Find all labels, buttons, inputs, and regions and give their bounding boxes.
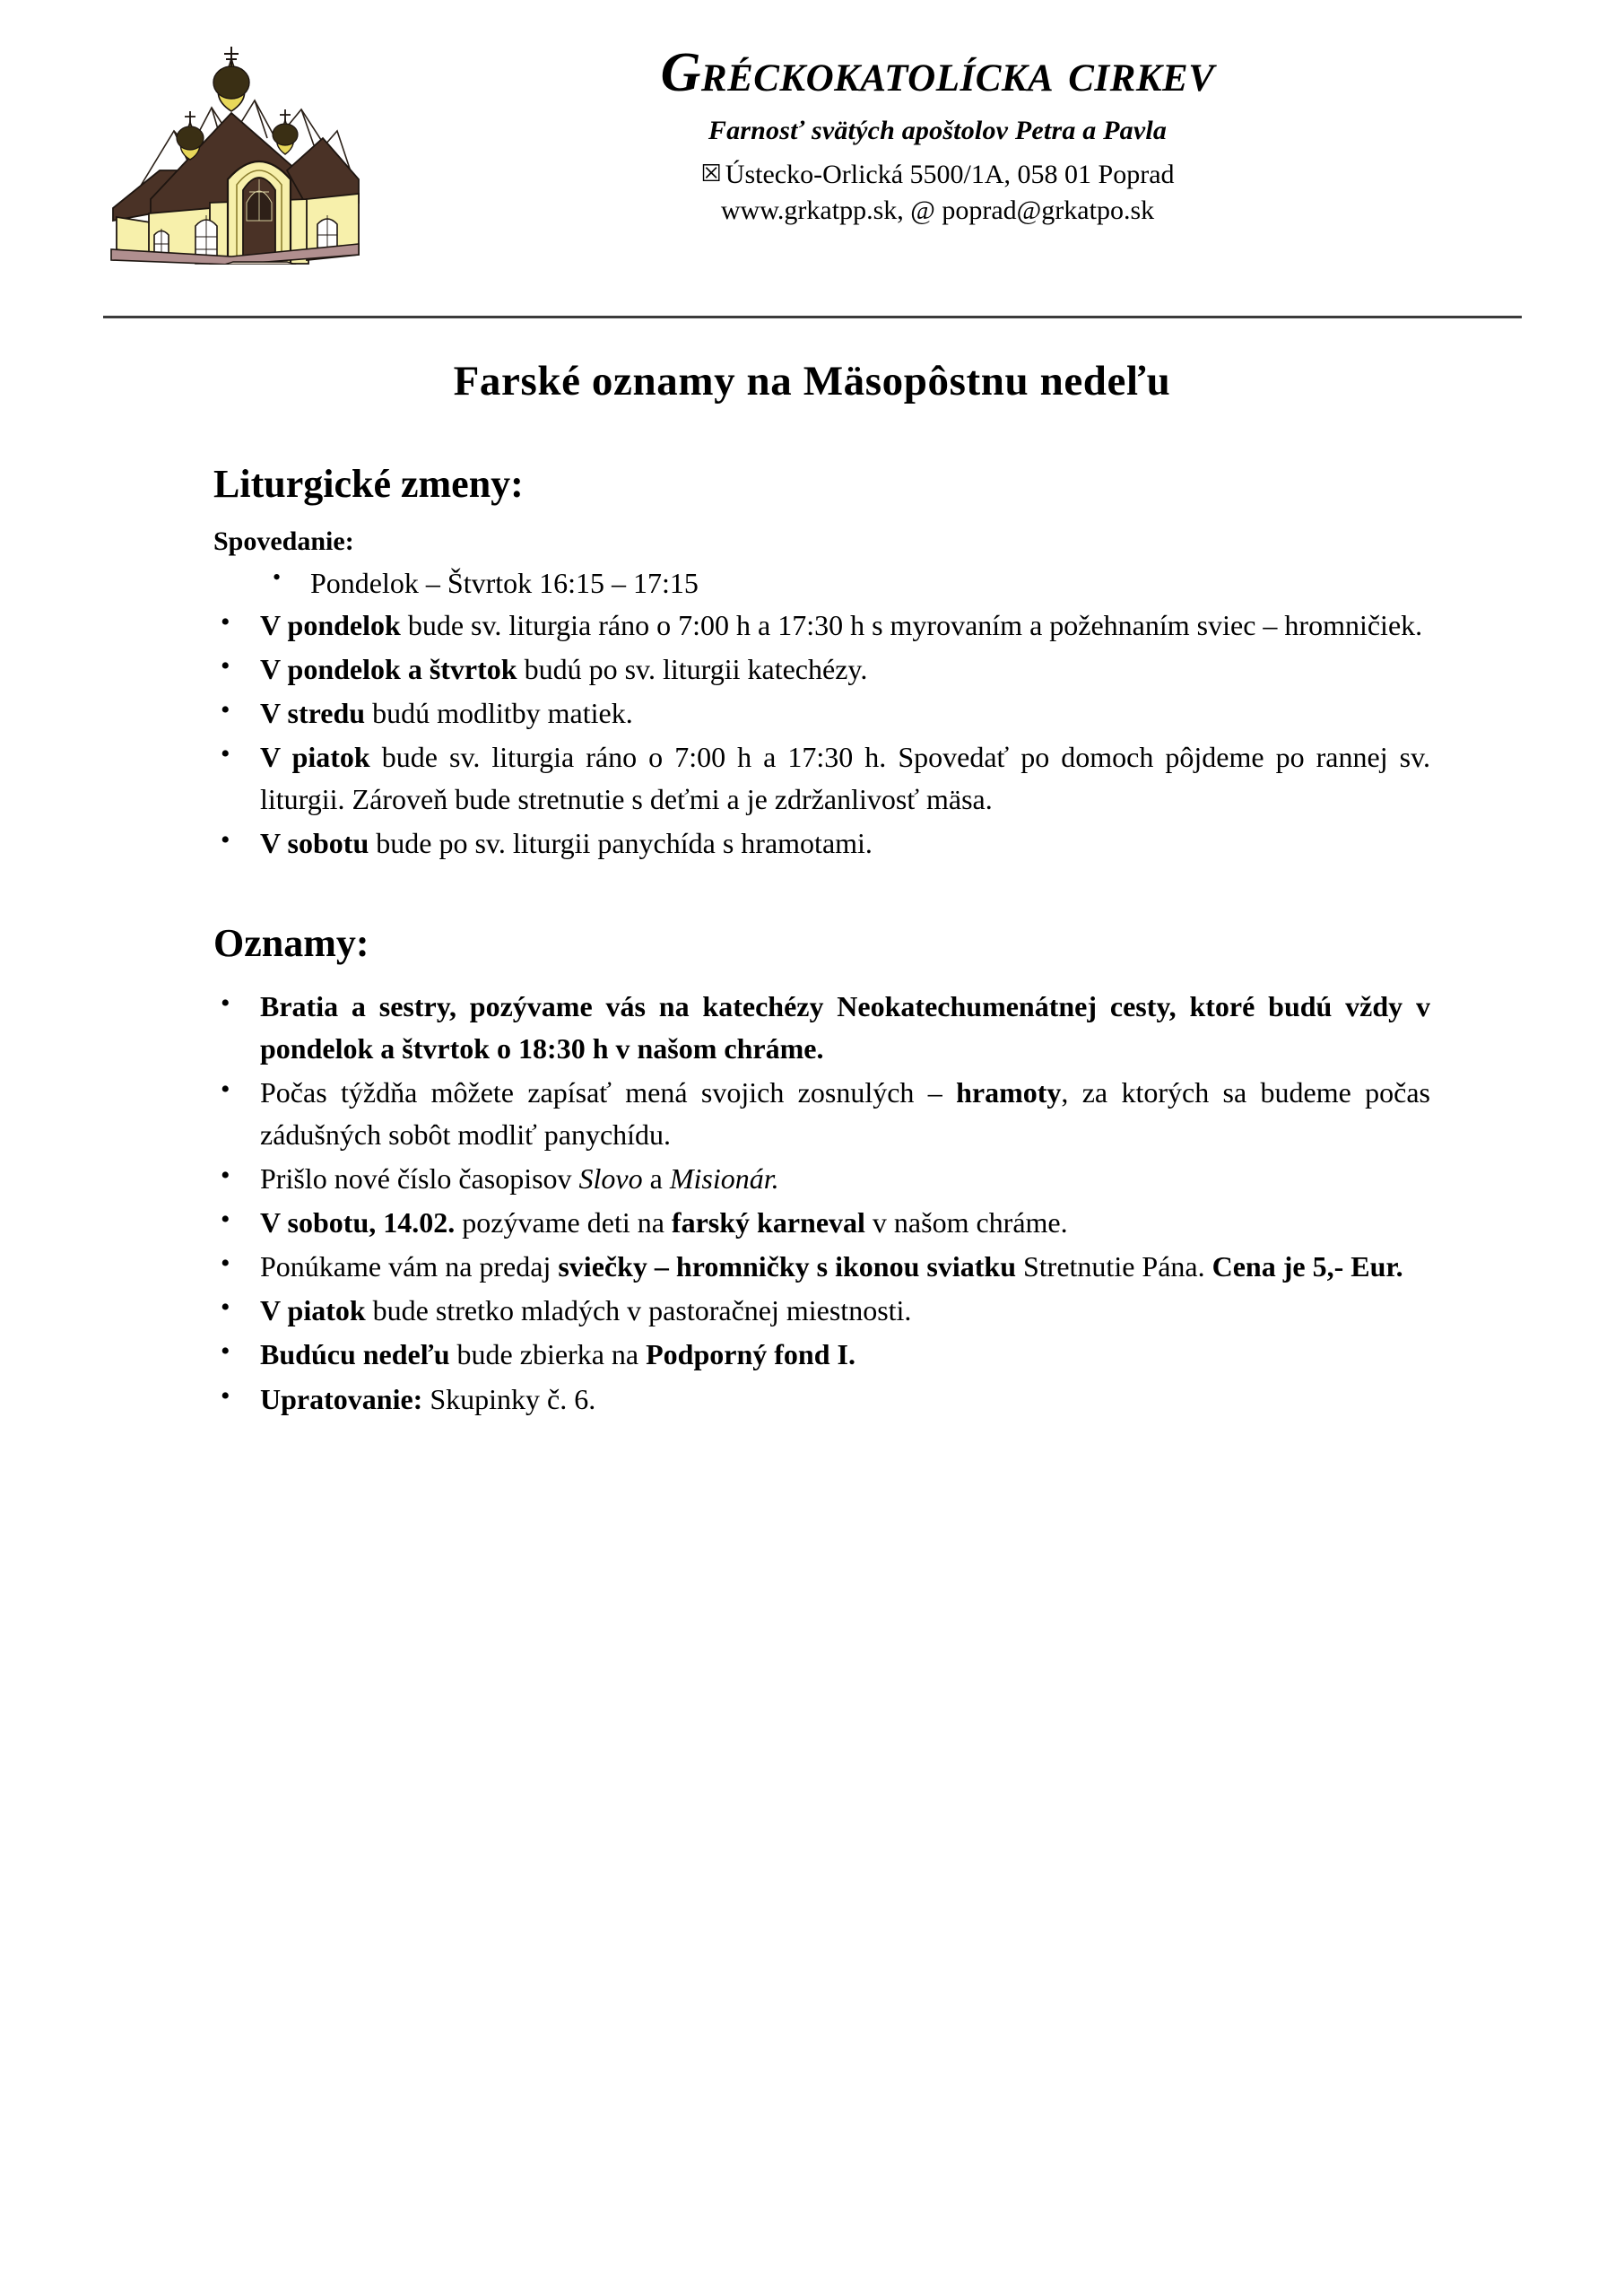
item-emphasis: Podporný fond I.: [646, 1338, 855, 1371]
organization-address: [359, 157, 1516, 194]
item-text: Stretnutie Pána.: [1015, 1250, 1212, 1283]
list-item: [213, 648, 1430, 691]
item-text: v našom chráme.: [864, 1206, 1068, 1239]
item-text: bude zbierka na: [449, 1338, 647, 1371]
page-title: Farské oznamy na Mäsopôstnu nedeľu: [453, 358, 1171, 404]
item-text: bude sv. liturgia ráno o 7:00 h a 17:30 h. Spovedať po domoch pôjdeme po rannej sv. liturgii. Zároveň bude stretnutie s deťmi a je zdržanlivosť mäsa.: [260, 741, 1431, 816]
liturgical-items-list: [213, 604, 1430, 865]
list-item: [213, 1202, 1430, 1244]
item-lead: V sobotu, 14.02.: [260, 1206, 456, 1239]
list-item: [213, 1378, 1430, 1421]
list-item: [267, 562, 1430, 604]
item-text: bude sv. liturgia ráno o 7:00 h a 17:30 h s myrovaním a požehnaním sviec – hromničiek.: [400, 609, 1423, 642]
list-item: [213, 1246, 1430, 1288]
organization-subtitle: Farnosť svätých apoštolov Petra a Pavla: [708, 115, 1168, 145]
list-item: [213, 1290, 1430, 1332]
item-text: budú po sv. liturgii katechézy.: [517, 653, 868, 686]
item-text: Prišlo nové číslo časopisov: [260, 1162, 579, 1196]
item-lead: Budúcu nedeľu: [260, 1338, 450, 1371]
item-text: Bratia a sestry, pozývame vás na katechézy Neokatechumenátnej cesty, ktoré budú vždy v pondelok a štvrtok o 18:30 h v našom chráme.: [260, 990, 1430, 1065]
item-italic: Misionár.: [669, 1162, 779, 1196]
organization-web-email: www.grkatpp.sk, @ poprad@grkatpo.sk: [720, 196, 1155, 226]
item-text: bude stretko mladých v pastoračnej miestnosti.: [365, 1294, 912, 1327]
list-item: [213, 822, 1430, 865]
item-emphasis: hramoty: [956, 1076, 1062, 1109]
item-text: Skupinky č. 6.: [422, 1382, 596, 1415]
header-divider: [103, 316, 1522, 318]
item-text: bude po sv. liturgii panychída s hramotami.: [369, 827, 873, 860]
list-item: [213, 986, 1430, 1070]
liturgical-section: [213, 461, 1430, 865]
church-illustration-logo: [97, 45, 366, 265]
confession-times-list: [267, 562, 1430, 604]
confession-times: Pondelok – Štvrtok 16:15 – 17:15: [310, 567, 699, 599]
item-emphasis: Cena je 5,- Eur.: [1211, 1250, 1403, 1283]
confession-label: Spovedanie:: [213, 526, 354, 556]
page-header: [0, 0, 1624, 303]
announcements-section: [213, 920, 1430, 1420]
item-text: pozývame deti na: [455, 1206, 672, 1239]
envelope-icon: ☒: [700, 160, 722, 187]
item-text: , za ktorých sa budeme počas zádušných sobôt modliť panychídu.: [260, 1076, 1430, 1152]
item-lead: V piatok: [260, 1294, 366, 1327]
announcements-items-list: [213, 986, 1430, 1420]
list-item: [213, 1158, 1430, 1200]
item-text: Ponúkame vám na predaj: [260, 1250, 559, 1283]
announcements-heading: Oznamy:: [213, 921, 369, 966]
item-lead: V sobotu: [260, 827, 369, 860]
item-emphasis: farský karneval: [671, 1206, 865, 1239]
liturgical-heading: Liturgické zmeny:: [213, 462, 524, 506]
list-item: [213, 604, 1430, 647]
item-text: a: [642, 1162, 670, 1196]
address-text: Ústecko-Orlická 5500/1A, 058 01 Poprad: [725, 159, 1175, 189]
item-text: budú modlitby matiek.: [365, 697, 633, 730]
list-item: [213, 1072, 1430, 1156]
item-lead: Upratovanie:: [260, 1382, 423, 1415]
item-italic: Slovo: [578, 1162, 643, 1196]
item-lead: V stredu: [260, 697, 366, 730]
item-text: Počas týždňa môžete zapísať mená svojich zosnulých –: [260, 1076, 957, 1109]
list-item: [213, 1334, 1430, 1376]
item-lead: V pondelok a štvrtok: [260, 653, 517, 686]
organization-title: Gréckokatolícka cirkev: [660, 42, 1215, 103]
list-item: [213, 692, 1430, 735]
item-lead: V piatok: [260, 741, 370, 774]
item-emphasis: sviečky – hromničky s ikonou sviatku: [558, 1250, 1016, 1283]
list-item: [213, 736, 1430, 821]
item-lead: V pondelok: [260, 609, 401, 642]
